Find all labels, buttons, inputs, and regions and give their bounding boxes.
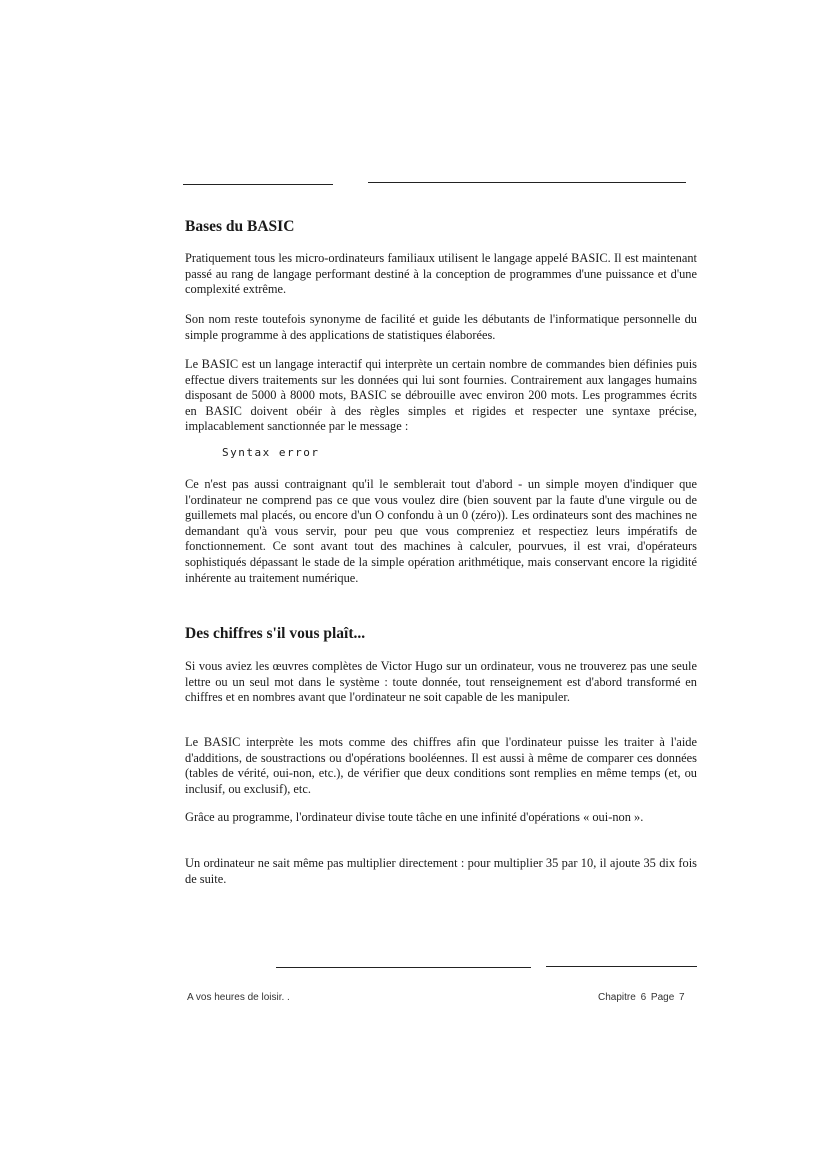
footer-page-number: Chapitre 6 Page 7 bbox=[598, 992, 685, 1003]
paragraph: Ce n'est pas aussi contraignant qu'il le semblerait tout d'abord - un simple moyen d'indiquer que l'ordinateur ne comprend pas ce que vous voulez dire (bien souvent par la faute d'une virgule ou de guillemets mal placés, ou encore d'un O confondu à un 0 (zéro)). Les ordinateurs sont des machines ne demandant qu'à vous servir, pour peu que vous compreniez et respectiez leurs impératifs de fonctionnement. Ce sont avant tout des machines à calculer, pourvues, il est vrai, d'opérateurs sophistiqués dépassant le stade de la simple opération arithmétique, mais conservant encore la rigidité inhérente au traitement numérique. bbox=[185, 477, 697, 585]
paragraph: Le BASIC est un langage interactif qui interprète un certain nombre de commandes bien définies puis effectue divers traitements sur les données qui lui sont fournies. Contrairement aux langages humains disposant de 5000 à 8000 mots, BASIC se débrouille avec environ 200 mots. Les programmes écrits en BASIC doivent obéir à des règles simples et rigides et respecter une syntaxe précise, implacablement sanctionnée par le message : bbox=[185, 357, 697, 434]
paragraph: Si vous aviez les œuvres complètes de Victor Hugo sur un ordinateur, vous ne trouverez pas une seule lettre ou un seul mot dans le système : toute donnée, tout renseignement est d'abord transformé en chiffres et en nombres avant que l'ordinateur ne soit capable de les manipuler. bbox=[185, 659, 697, 705]
paragraph: Pratiquement tous les micro-ordinateurs familiaux utilisent le langage appelé BASIC. Il est maintenant passé au rang de langage performant destiné à la conception de programmes d'une puissance et d'une complexité extrême. bbox=[185, 251, 697, 297]
paragraph: Un ordinateur ne sait même pas multiplier directement : pour multiplier 35 par 10, il ajoute 35 dix fois de suite. bbox=[185, 856, 697, 886]
section-title-bases-du-basic: Bases du BASIC bbox=[185, 218, 295, 235]
header-rule-right bbox=[368, 182, 686, 183]
paragraph: Son nom reste toutefois synonyme de facilité et guide les débutants de l'informatique personnelle du simple programme à des applications de statistiques élaborées. bbox=[185, 312, 697, 342]
section-title-des-chiffres: Des chiffres s'il vous plaît... bbox=[185, 625, 366, 642]
footer-book-title: A vos heures de loisir. . bbox=[187, 992, 290, 1003]
paragraph: Grâce au programme, l'ordinateur divise toute tâche en une infinité d'opérations « oui-non ». bbox=[185, 810, 644, 824]
header-rule-left bbox=[183, 184, 333, 185]
code-example: Syntax error bbox=[222, 446, 320, 459]
footer-rule-right bbox=[546, 966, 697, 967]
footer-rule-left bbox=[276, 967, 531, 968]
paragraph: Le BASIC interprète les mots comme des chiffres afin que l'ordinateur puisse les traiter à l'aide d'additions, de soustractions ou d'opérations booléennes. Il est aussi à même de comparer ces données (tables de vérité, oui-non, etc.), de vérifier que deux conditions sont remplies en même temps (et, ou inclusif, ou exclusif), etc. bbox=[185, 735, 697, 796]
